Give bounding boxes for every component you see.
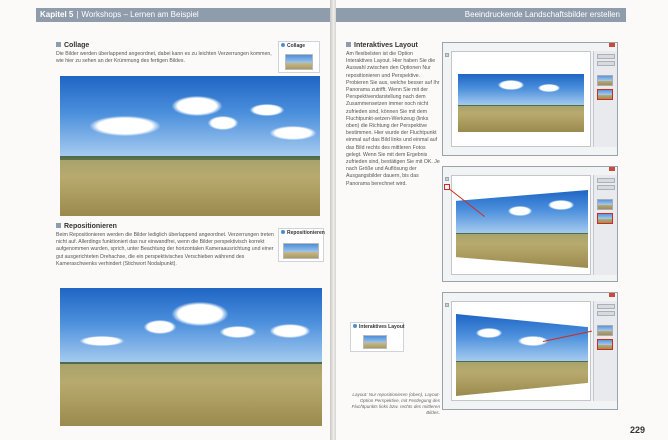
photomerge-dialog-perspective-left bbox=[442, 166, 618, 282]
cloud bbox=[508, 206, 532, 216]
cloud bbox=[172, 302, 228, 326]
left-page bbox=[0, 0, 332, 440]
vanishing-point-tool-icon[interactable] bbox=[445, 53, 449, 57]
layout-chip-label bbox=[353, 324, 405, 330]
reposition-title: Repositionieren bbox=[64, 223, 117, 230]
cancel-button[interactable] bbox=[597, 61, 615, 66]
layout-heading bbox=[346, 42, 418, 49]
reposition-panorama-photo bbox=[60, 288, 322, 426]
layout-option-chip bbox=[350, 322, 404, 352]
option-selected[interactable] bbox=[597, 213, 613, 224]
collage-chip-text: Collage bbox=[287, 43, 306, 49]
collage-thumbnail bbox=[285, 54, 313, 70]
layout-title: Interaktives Layout bbox=[354, 42, 418, 49]
reposition-body: Beim Repositionieren werden die Bilder lediglich überlappend angeordnet. Verzerrungen treten nicht auf. Allerdings funktioniert das nur einwandfrei, wenn die Bilder perspektivisch korrekt aufgenommen wurden, sprich, unter Beachtung der horizontalen Kameraausrichtung und einer gut ausgerichteten Drehachse, die ein perspektivisches Verschieben während des Kameraschwenks verhindert (Stichwort Nodalpunkt). bbox=[56, 232, 274, 267]
collage-title: Collage bbox=[64, 42, 90, 49]
dialog-preview-canvas[interactable] bbox=[451, 51, 591, 147]
layout-option-dot-icon bbox=[353, 324, 357, 328]
dialog-preview-photo bbox=[456, 314, 588, 396]
header-separator: | bbox=[76, 10, 79, 19]
option-reposition-only[interactable] bbox=[597, 89, 613, 100]
collage-chip-label bbox=[281, 43, 305, 49]
reposition-chip-label bbox=[281, 230, 325, 236]
vanishing-point-tool-icon[interactable] bbox=[445, 303, 449, 307]
photo-field bbox=[456, 234, 588, 268]
cloud bbox=[270, 324, 310, 338]
collage-option-chip bbox=[278, 41, 320, 73]
option-perspective[interactable] bbox=[597, 199, 613, 210]
dialog-options-panel bbox=[593, 175, 617, 275]
option-perspective[interactable] bbox=[597, 75, 613, 86]
cloud bbox=[498, 80, 524, 90]
chapter-label: Kapitel 5 bbox=[40, 10, 74, 19]
photomerge-dialog-perspective-right bbox=[442, 292, 618, 410]
collage-body: Die Bilder werden überlappend angeordnet, dabei kann es zu leichten Verzerrungen kommen, wie hier zu sehen an der Krümmung des fertigen Bildes. bbox=[56, 51, 272, 65]
cloud bbox=[538, 84, 560, 92]
ok-button[interactable] bbox=[597, 178, 615, 183]
section-bullet-icon bbox=[56, 223, 61, 228]
reposition-heading bbox=[56, 223, 117, 230]
cloud bbox=[476, 328, 502, 338]
ok-button[interactable] bbox=[597, 304, 615, 309]
vanishing-point-tool-icon[interactable] bbox=[445, 177, 449, 181]
dialog-preview-photo bbox=[456, 190, 588, 268]
cloud bbox=[548, 200, 574, 210]
cloud bbox=[220, 326, 256, 338]
photo-field bbox=[60, 160, 320, 216]
option-selected[interactable] bbox=[597, 339, 613, 350]
layout-body: Am flexibelsten ist die Option Interaktives Layout. Hier haben Sie die Auswahl zwischen den Optionen Nur repositionieren und Perspektive. Probieren Sie aus, welche besser auf Ihr Panorama zutrifft. Wenn Sie mit der Perspektivendarstellung nach dem Zusammensetzen immer noch nicht zufrieden sind, können Sie mit dem Fluchtpunkt-setzen-Werkzeug (links oben) die Richtung der Perspektive bestimmen. Hier wurde der Fluchtpunkt einmal auf das Bild links und einmal auf das Bild rechts des mittleren Fotos gelegt. Wenn Sie mit dem Ergebnis zufrieden sind, bestätigen Sie mit OK. Je nach Größe und Auflösung der Ausgangsbilder dauern, bis das Panorama berechnet wird. bbox=[346, 51, 440, 187]
layout-thumbnail bbox=[363, 335, 387, 349]
section-bullet-icon bbox=[56, 42, 61, 47]
cloud bbox=[172, 96, 222, 116]
window-close-icon[interactable] bbox=[609, 43, 615, 47]
cloud bbox=[80, 336, 124, 346]
cancel-button[interactable] bbox=[597, 185, 615, 190]
dialog-options-panel bbox=[593, 301, 617, 401]
right-header-bar bbox=[336, 8, 626, 22]
dialog-options-panel bbox=[593, 51, 617, 147]
collage-panorama-photo bbox=[60, 76, 320, 216]
layout-chip-text: Interaktives Layout bbox=[359, 324, 405, 330]
reposition-option-chip bbox=[278, 228, 324, 262]
cloud bbox=[270, 126, 316, 140]
photo-sky bbox=[458, 74, 584, 106]
chapter-subtitle: Workshops – Lernen am Beispiel bbox=[81, 10, 199, 19]
cloud bbox=[90, 116, 160, 136]
collage-heading bbox=[56, 42, 89, 49]
window-close-icon[interactable] bbox=[609, 167, 615, 171]
option-perspective[interactable] bbox=[597, 325, 613, 336]
page-number: 229 bbox=[630, 425, 646, 435]
dialog-preview-canvas[interactable] bbox=[451, 301, 591, 401]
dialog-preview-canvas[interactable] bbox=[451, 175, 591, 275]
cancel-button[interactable] bbox=[597, 311, 615, 316]
photomerge-dialog-reposition bbox=[442, 42, 618, 156]
layout-option-dot-icon bbox=[281, 230, 285, 234]
reposition-chip-text: Repositionieren bbox=[287, 230, 325, 236]
right-header-title: Beeindruckende Landschaftsbilder erstellen bbox=[464, 10, 620, 19]
photo-field bbox=[60, 364, 322, 426]
dialog-preview-photo bbox=[458, 74, 584, 132]
ok-button[interactable] bbox=[597, 54, 615, 59]
photo-field bbox=[458, 106, 584, 132]
window-close-icon[interactable] bbox=[609, 293, 615, 297]
reposition-thumbnail bbox=[283, 243, 319, 259]
cloud bbox=[208, 116, 238, 130]
figure-caption: Layout: Nur repositionieren (oben), Layout-Option Perspektive, mit Festlegung des Fluchtpunkts links bzw. rechts des mittleren Bildes. bbox=[351, 392, 440, 415]
section-bullet-icon bbox=[346, 42, 351, 47]
layout-option-dot-icon bbox=[281, 43, 285, 47]
left-header-bar bbox=[36, 8, 330, 22]
photo-field bbox=[456, 362, 588, 396]
cloud bbox=[250, 104, 284, 116]
right-page bbox=[336, 0, 668, 440]
